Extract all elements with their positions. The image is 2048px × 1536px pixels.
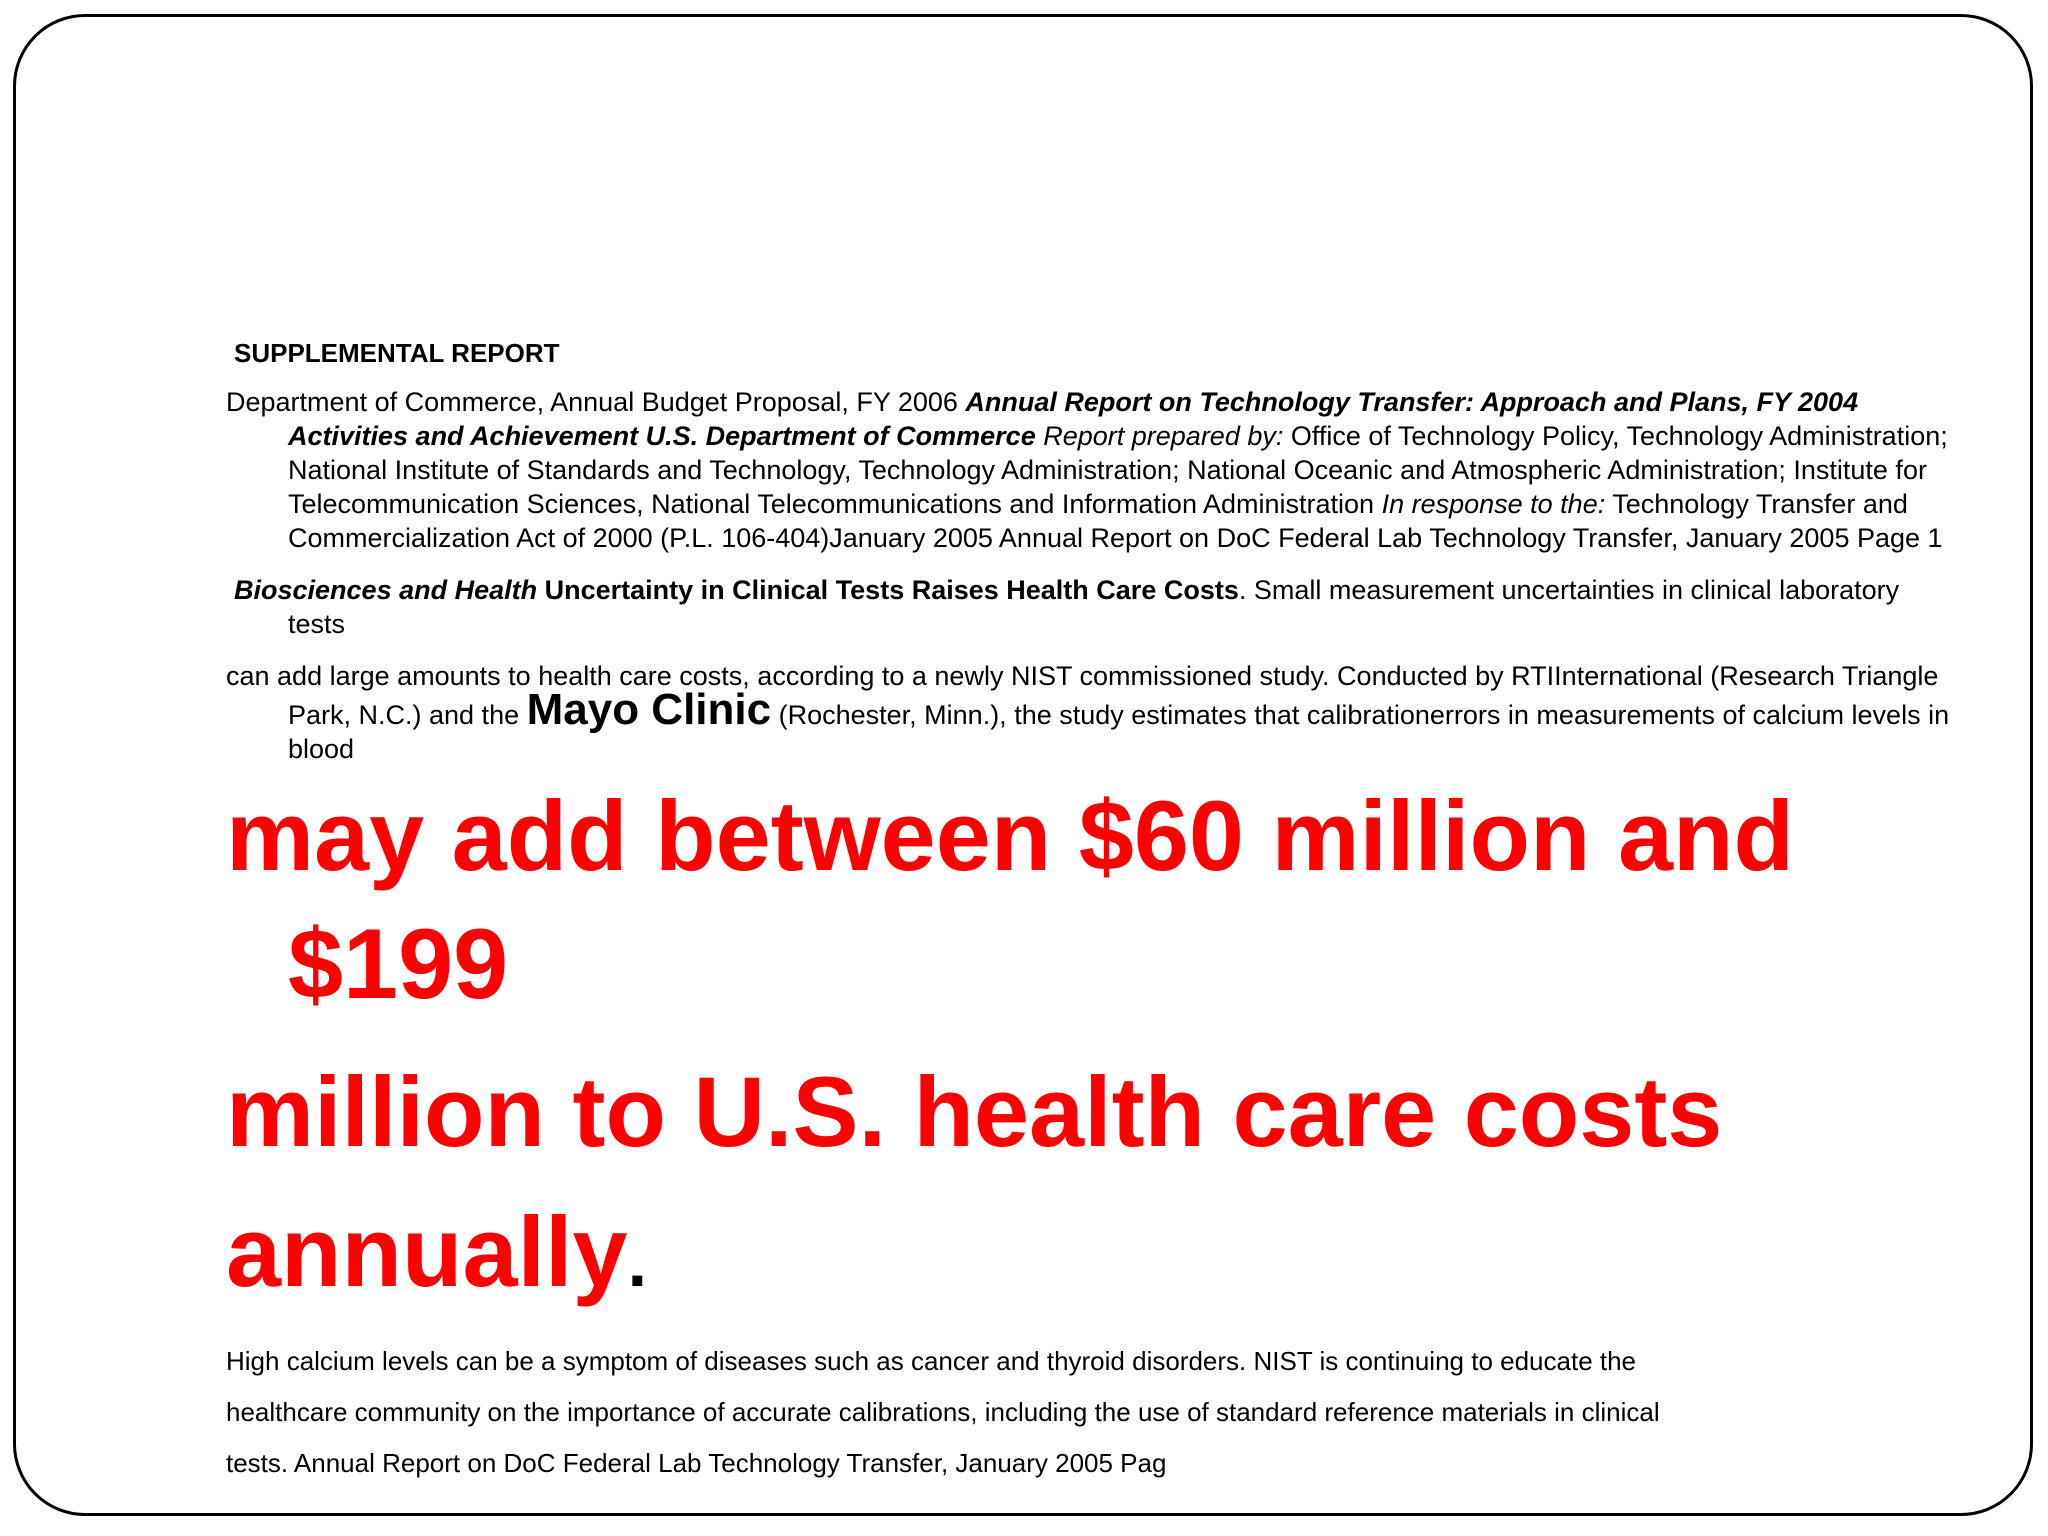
article-headline: Uncertainty in Clinical Tests Raises Health Care Costs — [537, 575, 1239, 605]
citation-authors: Office of Technology Policy, Technology Administration; National Institute of Standards and Technology, Technology Administration; National Oceanic and Atmospheric Administration; Institute for Telecommunication Sciences, National Telecommunications and Information Administration — [288, 421, 1948, 519]
source-citation — [226, 385, 1956, 555]
closing-line-1: High calcium levels can be a symptom of diseases such as cancer and thyroid disorders. NIST is continuing to educate the — [226, 1346, 1637, 1376]
highlight-annually: annually — [226, 1196, 628, 1307]
highlight-line-2: million to U.S. health care costs — [226, 1056, 1723, 1167]
closing-line-2: healthcare community on the importance of accurate calibrations, including the use of standard reference materials in clinical — [226, 1397, 1660, 1427]
citation-report-title: Annual Report on Technology Transfer: Approach and Plans, FY 2004 Activities and Achievement U.S. Department of Commerce — [288, 387, 1859, 451]
article-body — [226, 659, 1956, 766]
article-section: Biosciences and Health — [234, 575, 538, 605]
highlight-period: . — [627, 1223, 648, 1301]
mayo-clinic-emphasis: Mayo Clinic — [526, 685, 772, 734]
closing-line-3: tests. Annual Report on DoC Federal Lab Technology Transfer, January 2005 Pag — [226, 1448, 1167, 1478]
article-body-end: (Rochester, Minn.), the study estimates that calibrationerrors in measurements of calcium levels in blood — [288, 700, 1950, 764]
closing-paragraph — [226, 1336, 1956, 1489]
highlight-line-1: may add between $60 million and $199 — [226, 780, 1794, 1019]
citation-prepared-label: Report prepared by: — [1035, 421, 1284, 451]
article-lead — [234, 573, 1956, 641]
citation-intro: Department of Commerce, Annual Budget Proposal, FY 2006 — [226, 387, 966, 417]
citation-act: Technology Transfer and Commercialization Act of 2000 (P.L. 106-404)January 2005 Annual Report on DoC Federal Lab Technology Transfer, January 2005 Page 1 — [288, 489, 1943, 553]
slide-content — [226, 333, 1956, 1489]
highlight-line-3 — [226, 1186, 1956, 1328]
report-heading: SUPPLEMENTAL REPORT — [234, 338, 560, 368]
citation-response-label: In response to the: — [1381, 489, 1606, 519]
article-lead-text: . Small measurement uncertainties in clinical laboratory tests — [288, 575, 1900, 639]
article-body-start: can add large amounts to health care costs, according to a newly NIST commissioned study. Conducted by RTIInternational (Research Triangle Park, N.C.) and the — [226, 661, 1939, 730]
